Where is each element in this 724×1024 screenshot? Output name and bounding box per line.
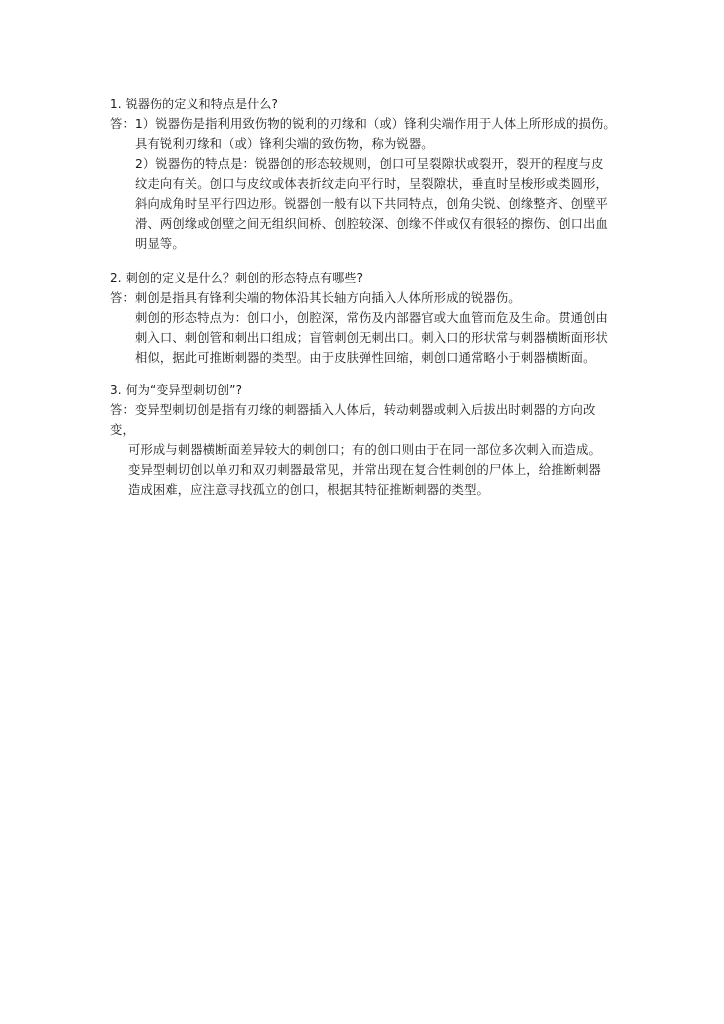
answer-2-line-1: 答：刺创是指具有锋利尖端的物体沿其长轴方向插入人体所形成的锐器伤。 (110, 291, 521, 305)
answer-1-line-1: 答：1）锐器伤是指利用致伤物的锐利的刃缘和（或）锋利尖端作用于人体上所形成的损伤。 (110, 117, 616, 131)
answer-2-line-2: 刺创的形态特点为：创口小，创腔深，常伤及内部器官或大血管而危及生命。贯通创由 (135, 311, 608, 325)
question-2-title: 2. 刺创的定义是什么？刺创的形态特点有哪些? (110, 271, 364, 285)
answer-3-line-4: 变异型刺切创以单刃和双刃刺器最常见，并常出现在复合性刺创的尸体上，给推断刺器 (128, 463, 601, 477)
answer-2-line-4: 相似，据此可推断刺器的类型。由于皮肤弹性回缩，刺创口通常略小于刺器横断面。 (135, 351, 596, 365)
question-1-title: 1. 锐器伤的定义和特点是什么? (110, 97, 279, 111)
answer-1-line-2: 具有锐利刃缘和（或）锋利尖端的致伤物，称为锐器。 (135, 137, 434, 151)
answer-1-line-3: 2）锐器伤的特点是：锐器创的形态较规则，创口可呈裂隙状或裂开，裂开的程度与皮 (135, 157, 604, 171)
answer-3-line-3: 可形成与刺器横断面差异较大的刺创口；有的创口则由于在同一部位多次刺入而造成。 (128, 443, 601, 457)
answer-1-line-5: 斜向成角时呈平行四边形。锐器创一般有以下共同特点，创角尖锐、创缘整齐、创壁平 (135, 197, 608, 211)
answer-3-line-1: 答：变异型刺切创是指有刃缘的刺器插入人体后，转动刺器或刺入后拔出时刺器的方向改 (110, 403, 596, 417)
answer-1-line-4: 纹走向有关。创口与皮纹或体表折纹走向平行时，呈裂隙状，垂直时呈梭形或类圆形， (135, 177, 608, 191)
question-3-title: 3. 何为“变异型刺切创”? (110, 383, 243, 397)
answer-3-line-2: 变， (110, 423, 135, 437)
answer-2-line-3: 刺入口、刺创管和刺出口组成；盲管刺创无刺出口。刺入口的形状常与刺器横断面形状 (135, 331, 608, 345)
answer-3-line-5: 造成困难，应注意寻找孤立的创口，根据其特征推断刺器的类型。 (128, 483, 489, 497)
answer-1-line-7: 明显等。 (135, 237, 185, 251)
answer-1-line-6: 滑、两创缘或创壁之间无组织间桥、创腔较深、创缘不伴或仅有很轻的擦伤、创口出血 (135, 217, 608, 231)
